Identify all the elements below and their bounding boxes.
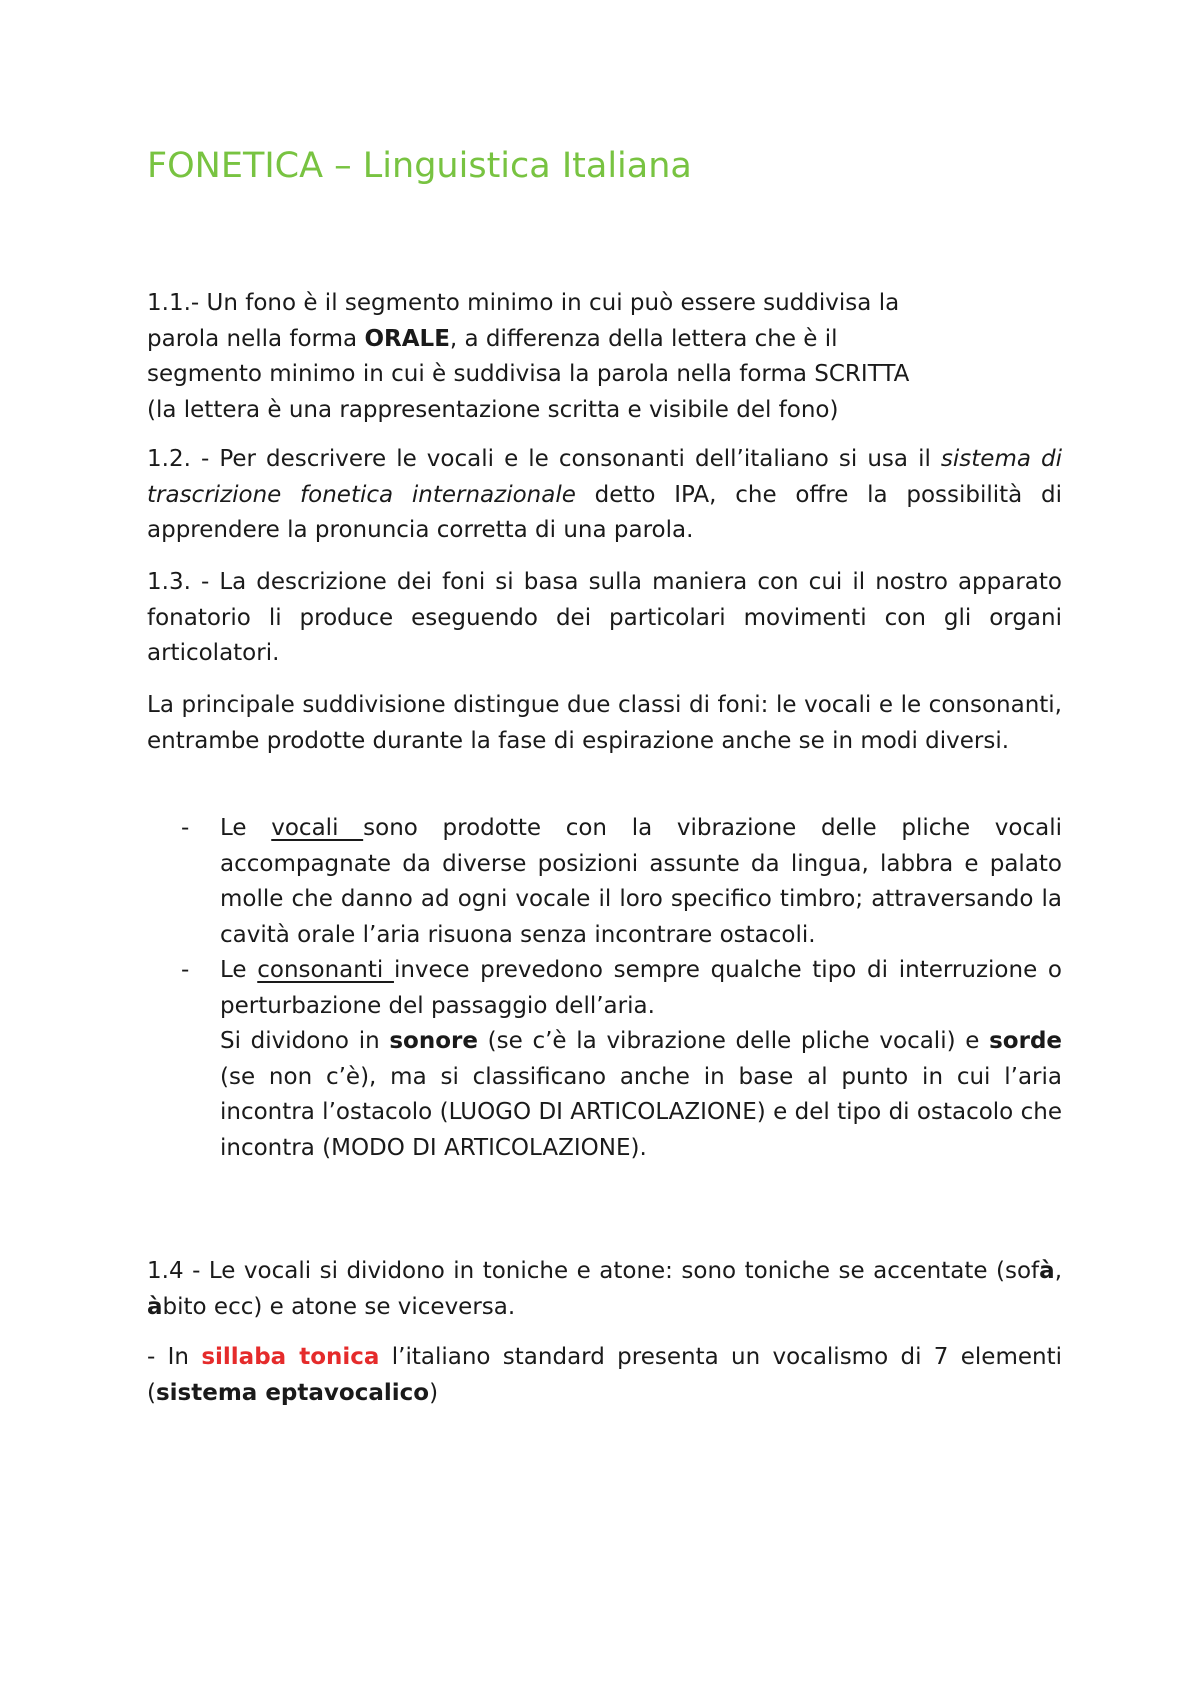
list-item-consonanti xyxy=(147,953,1062,1166)
paragraph-1-3-text: 1.3. - La descrizione dei foni si basa sulla maniera con cui il nostro apparato fonatorio li produce eseguendo dei particolari movimenti con gli organi articolatori. xyxy=(147,569,1062,666)
paragraph-1-1 xyxy=(147,286,1062,428)
list-item-vocali-text xyxy=(220,811,1062,953)
sonore-bold: sonore xyxy=(389,1028,478,1054)
list-item-text: (se non c’è), ma si classificano anche in base al punto in cui l’aria incontra l’ostacolo (LUOGO DI ARTICOLAZIONE) e del tipo di ostacolo che incontra (MODO DI ARTICOLAZIONE). xyxy=(220,1063,1062,1161)
bullet-dash: - xyxy=(181,957,190,983)
paragraph-1-4-text xyxy=(147,1254,1062,1325)
list-item-text: Si dividono in xyxy=(220,1028,390,1054)
list-item-vocali xyxy=(147,811,1062,953)
paragraph-sillaba-tonica xyxy=(147,1340,1062,1411)
list-item-text: sono prodotte con la vibrazione delle pliche vocali accompagnate da diverse posizioni assunte da lingua, labbra e palato molle che danno ad ogni vocale il loro specifico timbro; attraversando la cavità orale l’aria risuona senza incontrare ostacoli. xyxy=(220,815,1062,948)
paragraph-1-4-part: bito ecc) e atone se viceversa. xyxy=(162,1293,516,1320)
list-item-consonanti-subtext xyxy=(220,1024,1062,1166)
sistema-eptavocalico-bold: sistema eptavocalico xyxy=(155,1379,430,1406)
paragraph-1-4 xyxy=(147,1254,1062,1325)
paragraph-1-2 xyxy=(147,442,1062,549)
paragraph-1-4-part: , xyxy=(1054,1258,1062,1284)
list-item-text: Le xyxy=(220,815,272,841)
paragraph-1-1-text: , a differenza della lettera che è il xyxy=(449,325,838,352)
vocali-underlined: vocali xyxy=(271,815,364,841)
paragraph-1-1-line-4: (la lettera è una rappresentazione scritta e visibile del fono) xyxy=(147,396,839,423)
document-title: FONETICA – Linguistica Italiana xyxy=(147,146,692,186)
paragraph-part: ) xyxy=(429,1379,439,1406)
paragraph-principale-text: La principale suddivisione distingue due classi di foni: le vocali e le consonanti, entrambe prodotte durante la fase di espirazione anche se in modi diversi. xyxy=(147,692,1062,754)
paragraph-1-1-line-2 xyxy=(147,322,1062,358)
accent-bold: à xyxy=(1039,1258,1055,1284)
paragraph-1-3 xyxy=(147,565,1062,672)
paragraph-sillaba-tonica-text xyxy=(147,1340,1062,1411)
paragraph-1-2-part: detto IPA, che offre la possibilità di apprendere la pronuncia corretta di una parola. xyxy=(147,481,1062,543)
paragraph-part: l’italiano standard presenta un vocalismo di 7 elementi ( xyxy=(147,1344,1062,1406)
paragraph-1-1-line-1: 1.1.- Un fono è il segmento minimo in cui può essere suddivisa la xyxy=(147,290,900,316)
paragraph-1-4-part: 1.4 - Le vocali si dividono in toniche e atone: sono toniche se accentate (sof xyxy=(147,1258,1040,1284)
paragraph-1-2-part: 1.2. - Per descrivere le vocali e le consonanti dell’italiano si usa il xyxy=(147,446,941,472)
ipa-system-italic: sistema di trascrizione fonetica internazionale xyxy=(147,446,1063,508)
consonanti-underlined: consonanti xyxy=(257,957,394,983)
list-item-text: invece prevedono sempre qualche tipo di interruzione o perturbazione del passaggio dell’aria. xyxy=(220,957,1062,1019)
paragraph-1-2-text xyxy=(147,442,1062,549)
bullet-dash: - xyxy=(181,815,190,841)
paragraph-1-1-line-3: segmento minimo in cui è suddivisa la parola nella forma SCRITTA xyxy=(147,361,910,387)
paragraph-1-1-text: parola nella forma xyxy=(147,325,365,352)
accent-bold: à xyxy=(147,1293,163,1320)
list-item-text: Le xyxy=(220,957,258,983)
sorde-bold: sorde xyxy=(989,1028,1063,1054)
bullet-list xyxy=(147,811,1062,1166)
orale-bold: ORALE xyxy=(364,325,450,352)
list-item-consonanti-text xyxy=(220,953,1062,1024)
paragraph-part: - In xyxy=(147,1344,202,1370)
list-item-text: (se c’è la vibrazione delle pliche vocali) e xyxy=(477,1028,990,1054)
sillaba-tonica-highlight: sillaba tonica xyxy=(201,1344,380,1370)
paragraph-principale xyxy=(147,688,1062,759)
